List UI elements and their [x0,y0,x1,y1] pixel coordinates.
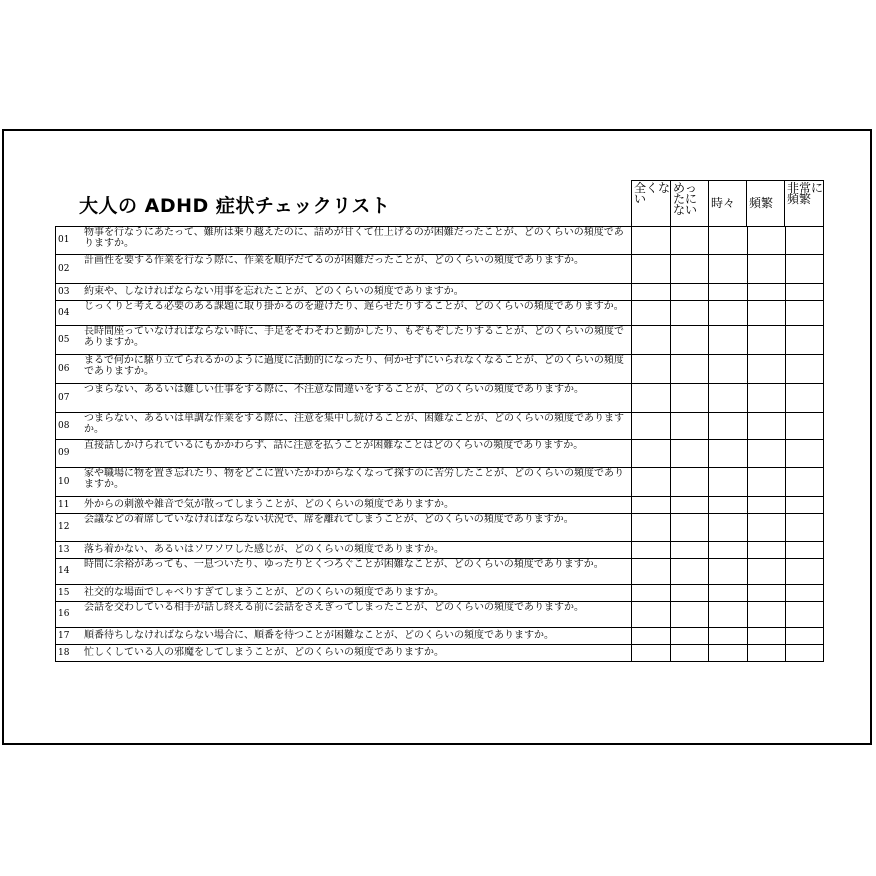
answer-cell-rarely[interactable] [670,227,709,254]
question-text: 順番待ちしなければならない場合に、順番を待つことが困難なことが、どのくらいの頻度でありますか。 [84,629,554,641]
answer-cell-often[interactable] [747,559,786,584]
answer-cell-sometimes[interactable] [708,284,747,300]
question-number: 18 [58,647,70,658]
answer-cell-often[interactable] [747,413,786,439]
question-text: 時間に余裕があっても、一息ついたり、ゆったりとくつろぐことが困難なことが、どのくらいの頻度でありますか。 [84,559,604,570]
question-row [56,300,823,325]
question-text: つまらない、あるいは単調な作業をする際に、注意を集中し続けることが、困難なことが、どのくらいの頻度でありますか。 [84,413,624,435]
question-row [56,644,823,661]
column-header-rarely: めったにない [670,180,709,226]
question-text: 約束や、しなければならない用事を忘れたことが、どのくらいの頻度でありますか。 [84,285,464,297]
question-row [56,496,823,513]
answer-cell-sometimes[interactable] [708,255,747,283]
answer-cell-rarely[interactable] [670,497,709,513]
answer-cell-rarely[interactable] [670,301,709,325]
question-row [56,439,823,467]
answer-cell-often[interactable] [747,585,786,601]
answer-cell-never[interactable] [631,301,670,325]
column-header-very-often: 非常に頻繁 [784,180,824,226]
answer-cell-rarely[interactable] [670,645,709,661]
answer-cell-often[interactable] [747,384,786,412]
answer-cell-often[interactable] [747,602,786,627]
answer-cell-often[interactable] [747,440,786,467]
answer-cell-never[interactable] [631,559,670,584]
answer-cell-sometimes[interactable] [708,514,747,541]
answer-cell-very-often[interactable] [785,585,824,601]
answer-cell-very-often[interactable] [785,468,824,496]
question-row [56,383,823,412]
question-row [56,354,823,383]
answer-cell-often[interactable] [747,355,786,383]
question-row [56,254,823,283]
question-number: 17 [58,630,70,641]
answer-cell-sometimes[interactable] [708,602,747,627]
answer-cell-rarely[interactable] [670,514,709,541]
question-text: 会話を交わしている相手が話し終える前に会話をさえぎってしまったことが、どのくらいの頻度でありますか。 [84,602,584,613]
answer-cell-rarely[interactable] [670,413,709,439]
question-row [56,227,823,254]
answer-cell-very-often[interactable] [785,227,824,254]
answer-cell-never[interactable] [631,384,670,412]
answer-cell-sometimes[interactable] [708,227,747,254]
question-text: 直接話しかけられているにもかかわらず、話に注意を払うことが困難なことはどのくらいの頻度でありますか。 [84,440,584,451]
question-text: 会議などの着席していなければならない状況で、席を離れてしまうことが、どのくらいの頻度でありますか。 [84,514,574,525]
question-number: 14 [58,566,70,576]
question-text: 家や職場に物を置き忘れたり、物をどこに置いたかわからなくなって探すのに苦労したことが、どのくらいの頻度でありますか。 [84,468,624,490]
question-text: 忙しくしている人の邪魔をしてしまうことが、どのくらいの頻度でありますか。 [84,646,444,658]
question-number: 12 [58,522,70,532]
answer-cell-rarely[interactable] [670,440,709,467]
answer-cell-never[interactable] [631,514,670,541]
question-row [56,558,823,584]
answer-cell-very-often[interactable] [785,355,824,383]
answer-cell-often[interactable] [747,497,786,513]
question-number: 11 [58,499,70,510]
answer-cell-sometimes[interactable] [708,645,747,661]
answer-cell-very-often[interactable] [785,514,824,541]
answer-cell-never[interactable] [631,255,670,283]
answer-cell-never[interactable] [631,645,670,661]
answer-cell-very-often[interactable] [785,384,824,412]
page-title: 大人の ADHD 症状チェックリスト [79,195,391,217]
question-number: 13 [58,544,70,555]
column-header-often: 頻繁 [746,180,785,226]
answer-cell-often[interactable] [747,514,786,541]
answer-cell-sometimes[interactable] [708,468,747,496]
question-text: 落ち着かない、あるいはソワソワした感じが、どのくらいの頻度でありますか。 [84,543,444,555]
question-text: 外からの刺激や雑音で気が散ってしまうことが、どのくらいの頻度でありますか。 [84,498,454,510]
answer-cell-rarely[interactable] [670,542,709,558]
question-text: じっくりと考える必要のある課題に取り掛かるのを避けたり、遅らせたりすることが、どのくらいの頻度でありますか。 [84,301,624,312]
answer-cell-sometimes[interactable] [708,585,747,601]
question-number: 09 [58,448,70,458]
answer-cell-rarely[interactable] [670,602,709,627]
answer-cell-very-often[interactable] [785,602,824,627]
answer-cell-sometimes[interactable] [708,326,747,354]
answer-cell-very-often[interactable] [785,440,824,467]
question-number: 04 [58,307,70,318]
question-row [56,325,823,354]
answer-cell-often[interactable] [747,468,786,496]
answer-cell-very-often[interactable] [785,559,824,584]
answer-cell-rarely[interactable] [670,559,709,584]
question-text: 物事を行なうにあたって、難所は乗り越えたのに、詰めが甘くて仕上げるのが困難だったことが、どのくらいの頻度でありますか。 [84,227,624,249]
question-text: 社交的な場面でしゃべりすぎてしまうことが、どのくらいの頻度でありますか。 [84,586,444,598]
answer-cell-sometimes[interactable] [708,301,747,325]
answer-cell-sometimes[interactable] [708,559,747,584]
answer-cell-very-often[interactable] [785,542,824,558]
answer-cell-sometimes[interactable] [708,440,747,467]
answer-cell-often[interactable] [747,542,786,558]
answer-cell-sometimes[interactable] [708,542,747,558]
answer-cell-rarely[interactable] [670,468,709,496]
answer-cell-rarely[interactable] [670,255,709,283]
question-row [56,467,823,496]
answer-cell-never[interactable] [631,326,670,354]
answer-cell-never[interactable] [631,440,670,467]
column-header-never: 全くない [631,180,671,226]
question-number: 01 [58,235,70,245]
answer-cell-never[interactable] [631,602,670,627]
answer-cell-often[interactable] [747,255,786,283]
question-number: 10 [58,476,70,487]
answer-cell-sometimes[interactable] [708,413,747,439]
answer-cell-rarely[interactable] [670,628,709,644]
answer-cell-never[interactable] [631,497,670,513]
question-row [56,513,823,541]
answer-cell-never[interactable] [631,355,670,383]
question-number: 03 [58,286,70,297]
answer-cell-very-often[interactable] [785,497,824,513]
question-number: 15 [58,587,70,598]
column-header-sometimes: 時々 [708,180,747,226]
question-text: まるで何かに駆り立てられるかのように過度に活動的になったり、何かせずにいられなくなることが、どのくらいの頻度でありますか。 [84,355,624,377]
question-number: 16 [58,609,70,619]
answer-cell-never[interactable] [631,468,670,496]
answer-cell-often[interactable] [747,284,786,300]
answer-cell-never[interactable] [631,227,670,254]
answer-cell-often[interactable] [747,227,786,254]
answer-cell-rarely[interactable] [670,585,709,601]
question-text: 計画性を要する作業を行なう際に、作業を順序だてるのが困難だったことが、どのくらいの頻度でありますか。 [84,255,584,266]
answer-cell-very-often[interactable] [785,628,824,644]
answer-cell-often[interactable] [747,326,786,354]
answer-cell-very-often[interactable] [785,255,824,283]
checklist-table [55,226,824,662]
answer-cell-sometimes[interactable] [708,628,747,644]
question-number: 08 [58,420,70,431]
question-number: 06 [58,363,70,374]
answer-cell-very-often[interactable] [785,301,824,325]
answer-cell-sometimes[interactable] [708,497,747,513]
answer-cell-never[interactable] [631,284,670,300]
question-row [56,627,823,644]
question-number: 07 [58,392,70,403]
answer-cell-very-often[interactable] [785,645,824,661]
question-text: つまらない、あるいは難しい仕事をする際に、不注意な間違いをすることが、どのくらいの頻度でありますか。 [84,384,584,395]
question-row [56,412,823,439]
answer-cell-rarely[interactable] [670,355,709,383]
answer-cell-very-often[interactable] [785,326,824,354]
question-row [56,601,823,627]
answer-cell-often[interactable] [747,645,786,661]
answer-cell-sometimes[interactable] [708,355,747,383]
answer-cell-rarely[interactable] [670,384,709,412]
question-row [56,584,823,601]
answer-cell-never[interactable] [631,585,670,601]
answer-cell-rarely[interactable] [670,326,709,354]
answer-cell-very-often[interactable] [785,284,824,300]
answer-cell-often[interactable] [747,628,786,644]
answer-cell-never[interactable] [631,628,670,644]
answer-cell-very-often[interactable] [785,413,824,439]
question-row [56,283,823,300]
question-number: 02 [58,263,70,274]
answer-cell-rarely[interactable] [670,284,709,300]
question-text: 長時間座っていなければならない時に、手足をそわそわと動かしたり、もぞもぞしたりすることが、どのくらいの頻度でありますか。 [84,326,624,348]
answer-cell-often[interactable] [747,301,786,325]
question-number: 05 [58,334,70,345]
answer-cell-never[interactable] [631,542,670,558]
question-row [56,541,823,558]
answer-cell-never[interactable] [631,413,670,439]
answer-cell-sometimes[interactable] [708,384,747,412]
